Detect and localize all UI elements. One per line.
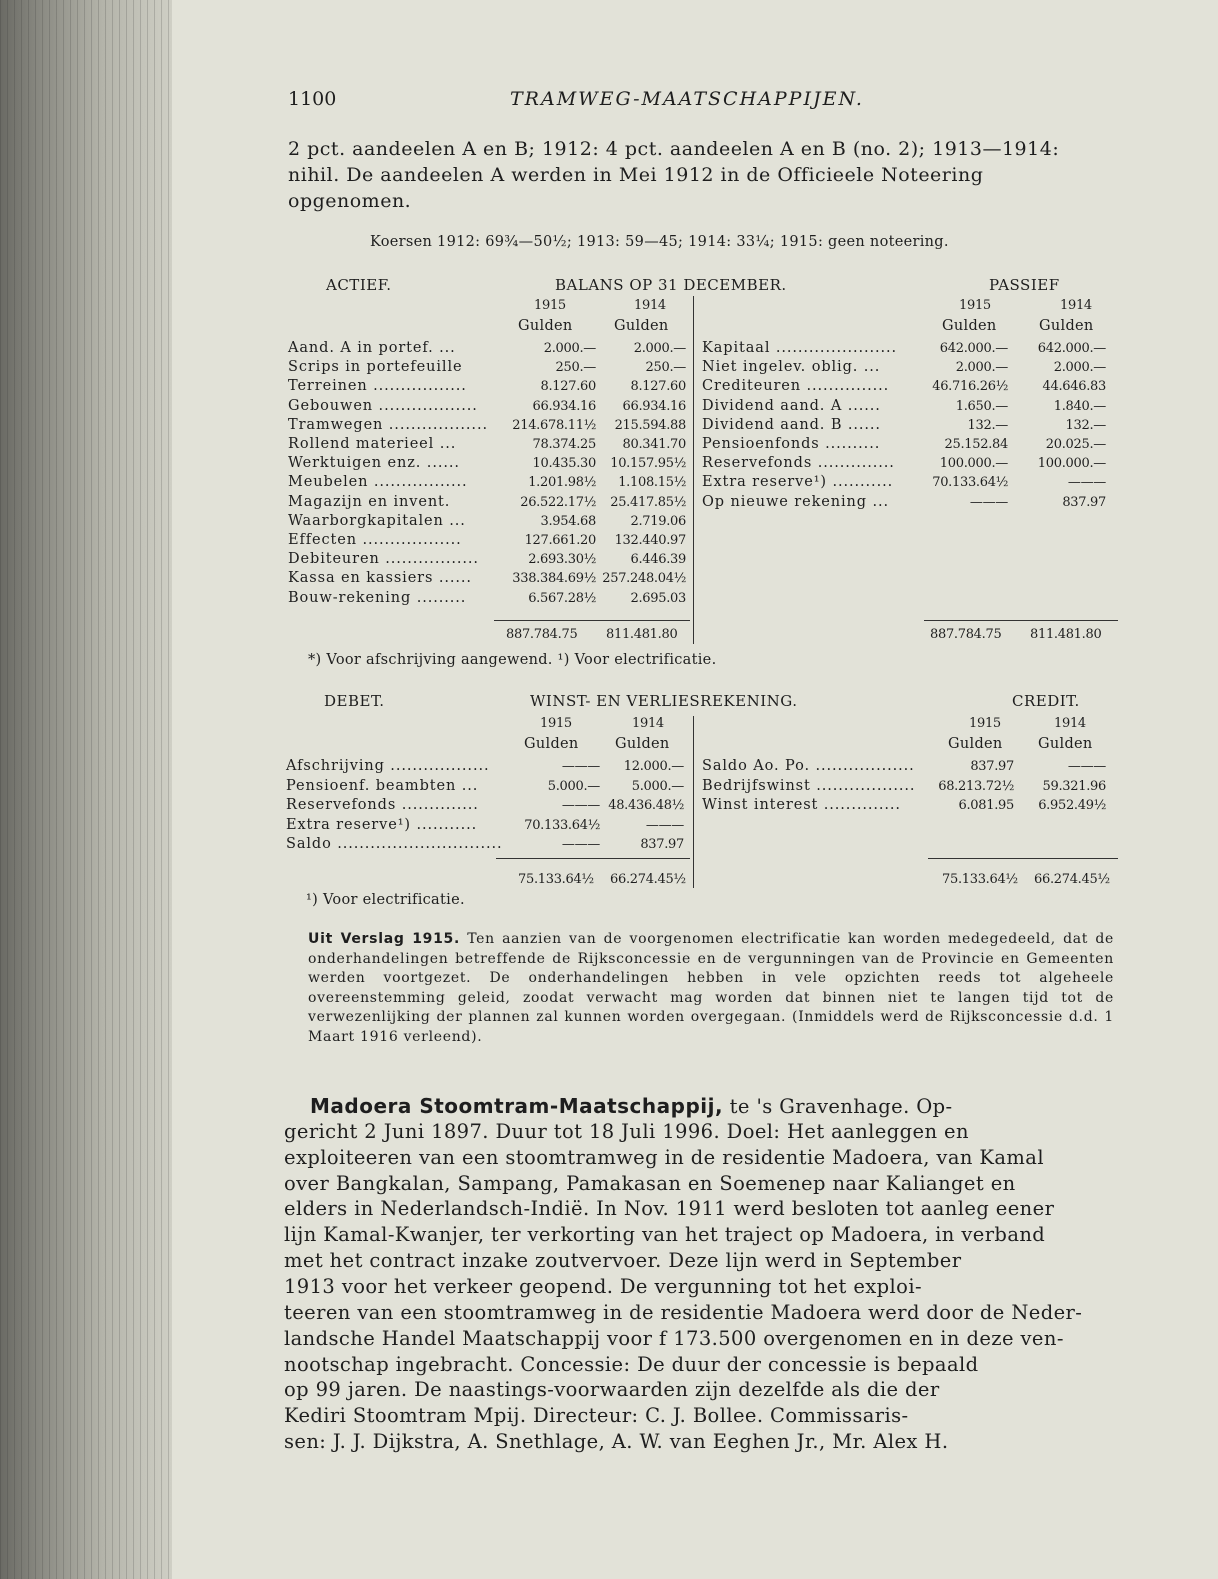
passief-row-1914: 44.646.83 [1042,379,1106,395]
debet-row-1915: ——— [561,798,600,813]
credit-heading: CREDIT. [1012,692,1080,710]
passief-heading: PASSIEF [989,276,1060,294]
intro-line: 2 pct. aandeelen A en B; 1912: 4 pct. aandeelen A en B (no. 2); 1913—1914: [288,138,1060,160]
debet-row-1915: ——— [561,837,600,852]
unit-header: Gulden [518,318,573,334]
passief-row-label: Extra reserve¹) ........... [702,474,894,491]
debet-row-label: Afschrijving .................. [286,758,490,774]
passief-row-1914: 100.000.— [1037,456,1106,472]
passief-row-label: Reservefonds .............. [702,455,895,472]
balans-heading: BALANS OP 31 DECEMBER. [555,276,787,294]
year-header: 1914 [1060,298,1092,313]
book-page [172,0,1218,1579]
actief-row-label: Bouw-rekening ......... [288,589,467,606]
company-name: Madoera Stoomtram-Maatschappij, [310,1094,724,1118]
credit-row-label: Winst interest .............. [702,797,901,813]
credit-row-1914: 59.321.96 [1042,778,1106,794]
actief-row-label: Magazijn en invent. [288,493,451,510]
actief-total-1915: 887.784.75 [506,627,578,642]
passief-row-label: Op nieuwe rekening ... [702,493,889,510]
madoera-line: sen: J. J. Dijkstra, A. Snethlage, A. W. van Eeghen Jr., Mr. Alex H. [284,1430,949,1454]
passief-row-1915: 46.716.26½ [932,379,1008,395]
actief-row-1914: 66.934.16 [622,398,686,414]
koersen-line: Koersen 1912: 69¾—50½; 1913: 59—45; 1914: 33¼; 1915: geen noteering. [370,234,949,250]
total-rule [494,620,690,621]
passief-row-label: Niet ingelev. oblig. ... [702,359,881,376]
actief-row-1914: 250.— [645,360,686,376]
credit-row-1914: ——— [1067,759,1106,774]
unit-header: Gulden [1039,318,1094,334]
actief-row-1914: 25.417.85½ [610,494,686,510]
passief-row-label: Pensioenfonds .......... [702,436,881,452]
debet-row-1914: 5.000.— [631,778,684,794]
actief-row-1915: 1.201.98½ [528,475,596,491]
winst-footnote: ¹) Voor electrificatie. [306,892,465,908]
madoera-line: teeren van een stoomtramweg in de residentie Madoera werd door de Neder- [284,1300,1083,1324]
actief-row-1914: 80.341.70 [622,437,686,452]
actief-row-1915: 66.934.16 [532,398,596,414]
actief-row-1915: 78.374.25 [532,437,596,452]
debet-row-1915: 70.133.64½ [524,817,600,833]
madoera-line: nootschap ingebracht. Concessie: De duur der concessie is bepaald [284,1352,979,1376]
actief-row-1914: 2.000.— [633,341,686,356]
actief-row-1915: 338.384.69½ [512,571,596,587]
actief-row-1914: 2.695.03 [630,590,686,606]
actief-row-1915: 214.678.11½ [512,417,596,433]
actief-row-label: Scrips in portefeuille [288,359,463,376]
debet-total-1914: 66.274.45½ [610,872,686,887]
passief-row-1915: 642.000.— [939,341,1008,356]
passief-row-label: Crediteuren ............... [702,378,890,395]
credit-total-1915: 75.133.64½ [942,872,1018,887]
credit-row-1915: 837.97 [970,759,1014,774]
credit-row-label: Bedrijfswinst .................. [702,777,916,794]
total-rule [928,858,1118,859]
actief-row-1915: 2.000.— [543,341,596,356]
passief-row-1915: 1.650.— [955,398,1008,414]
debet-row-1915: 5.000.— [547,778,600,794]
actief-row-label: Tramwegen .................. [288,416,488,433]
unit-header: Gulden [948,736,1003,752]
debet-total-1915: 75.133.64½ [518,872,594,887]
actief-row-label: Kassa en kassiers ...... [288,570,472,587]
debet-row-1914: 837.97 [640,837,684,852]
debet-row-label: Reservefonds .............. [286,797,479,813]
madoera-line: 1913 voor het verkeer geopend. De vergunning tot het exploi- [284,1274,922,1298]
passief-row-1915: 132.— [967,417,1008,433]
madoera-line: landsche Handel Maatschappij voor f 173.500 overgenomen en in deze ven- [284,1326,1064,1350]
debet-row-1914: 48.436.48½ [608,798,684,813]
credit-row-1915: 6.081.95 [958,798,1014,813]
passief-total-1914: 811.481.80 [1030,627,1102,642]
intro-line: nihil. De aandeelen A werden in Mei 1912 in de Officieele Noteering [288,164,984,186]
actief-row-label: Terreinen ................. [288,378,467,395]
verslag-heading: Uit Verslag 1915. [308,931,460,947]
actief-row-label: Effecten .................. [288,532,462,548]
total-rule [496,858,690,859]
passief-row-1914: 132.— [1065,417,1106,433]
passief-row-1915: 100.000.— [939,456,1008,472]
passief-row-1914: 1.840.— [1053,398,1106,414]
madoera-line: met het contract inzake zoutvervoer. Deze lijn werd in September [284,1249,962,1273]
passief-row-1915: 70.133.64½ [932,475,1008,491]
intro-line: opgenomen. [288,190,412,212]
year-header: 1915 [969,716,1001,731]
passief-row-1914: 20.025.— [1045,437,1106,452]
actief-row-label: Debiteuren ................. [288,551,479,568]
passief-total-1915: 887.784.75 [930,627,1002,642]
year-header: 1915 [534,298,566,313]
actief-row-label: Meubelen ................. [288,474,468,491]
actief-row-label: Rollend materieel ... [288,436,457,452]
actief-row-1915: 6.567.28½ [528,590,596,606]
madoera-line: te 's Gravenhage. Op- [723,1095,953,1118]
year-header: 1914 [634,298,666,313]
actief-row-1915: 250.— [555,360,596,376]
actief-row-label: Gebouwen .................. [288,397,478,414]
passief-row-label: Dividend aand. B ...... [702,416,881,433]
actief-row-1914: 257.248.04½ [602,571,686,587]
column-divider [693,296,694,644]
actief-row-label: Werktuigen enz. ...... [288,455,460,472]
passief-row-label: Dividend aand. A ...... [702,397,881,414]
actief-row-1915: 26.522.17½ [520,494,596,510]
actief-row-1914: 1.108.15½ [618,475,686,491]
passief-row-label: Kapitaal ...................... [702,340,898,356]
actief-row-1915: 127.661.20 [524,533,596,548]
year-header: 1915 [959,298,991,313]
debet-row-1915: ——— [561,759,600,774]
unit-header: Gulden [615,736,670,752]
debet-row-1914: 12.000.— [623,759,684,774]
passief-row-1915: 25.152.84 [944,437,1008,452]
credit-row-1914: 6.952.49½ [1038,798,1106,813]
madoera-first-line [310,1094,953,1118]
actief-row-1914: 6.446.39 [630,552,686,568]
actief-row-1914: 2.719.06 [630,513,686,529]
madoera-line: gericht 2 Juni 1897. Duur tot 18 Juli 1996. Doel: Het aanleggen en [284,1119,969,1143]
madoera-line: elders in Nederlandsch-Indië. In Nov. 1911 werd besloten tot aanleg eener [284,1197,1055,1221]
credit-row-1915: 68.213.72½ [938,778,1014,794]
actief-row-1914: 10.157.95½ [610,456,686,472]
actief-row-1915: 10.435.30 [532,456,596,472]
passief-row-1914: ——— [1067,475,1106,491]
year-header: 1914 [1054,716,1086,731]
actief-row-1914: 132.440.97 [614,533,686,548]
credit-row-label: Saldo Ao. Po. .................. [702,758,915,774]
madoera-line: exploiteeren van een stoomtramweg in de residentie Madoera, van Kamal [284,1145,1044,1169]
column-divider [693,716,694,888]
madoera-line: op 99 jaren. De naastings-voorwaarden zijn dezelfde als die der [284,1378,940,1402]
debet-row-1914: ——— [645,817,684,833]
debet-row-label: Saldo .............................. [286,836,503,852]
year-header: 1915 [540,716,572,731]
debet-row-label: Pensioenf. beambten ... [286,777,479,794]
passief-row-1914: 642.000.— [1037,341,1106,356]
actief-heading: ACTIEF. [326,276,392,294]
unit-header: Gulden [942,318,997,334]
madoera-line: Kediri Stoomtram Mpij. Directeur: C. J. Bollee. Commissaris- [284,1404,909,1428]
winst-heading: WINST- EN VERLIESREKENING. [530,692,798,710]
actief-row-1914: 215.594.88 [614,417,686,433]
passief-row-1914: 837.97 [1062,494,1106,510]
madoera-line: lijn Kamal-Kwanjer, ter verkorting van het traject op Madoera, in verband [284,1223,1046,1247]
unit-header: Gulden [1038,736,1093,752]
debet-row-label: Extra reserve¹) ........... [286,816,478,833]
actief-row-1915: 3.954.68 [540,513,596,529]
total-rule [924,620,1118,621]
credit-total-1914: 66.274.45½ [1034,872,1110,887]
running-title: TRAMWEG-MAATSCHAPPIJEN. [510,88,864,110]
unit-header: Gulden [614,318,669,334]
passief-row-1915: 2.000.— [955,360,1008,376]
unit-header: Gulden [524,736,579,752]
debet-heading: DEBET. [324,692,385,710]
verslag-paragraph [308,930,1114,1047]
book-binding [0,0,172,1579]
actief-row-label: Waarborgkapitalen ... [288,512,466,529]
passief-row-1914: 2.000.— [1053,360,1106,376]
actief-total-1914: 811.481.80 [606,627,678,642]
actief-row-1915: 8.127.60 [540,379,596,395]
passief-row-1915: ——— [969,494,1008,510]
actief-row-1914: 8.127.60 [630,379,686,395]
actief-row-1915: 2.693.30½ [528,552,596,568]
madoera-line: over Bangkalan, Sampang, Pamakasan en Soemenep naar Kalianget en [284,1171,1016,1195]
verslag-text: Ten aanzien van de voorgenomen electrificatie kan worden medegedeeld, dat de onderhandelingen betreffende de Rijksconcessie en de vergunningen van de Provincie en Gemeenten werden voortgezet. De onderhandelingen hebben in vele opzichten reeds tot algeheele overeenstemming geleid, zoodat verwacht mag worden dat binnen niet te langen tijd tot de verwezenlijking der plannen zal kunnen worden overgegaan. (Inmiddels werd de Rijksconcessie d.d. 1 Maart 1916 verleend). [308,931,1114,1045]
actief-row-label: Aand. A in portef. ... [288,340,456,356]
year-header: 1914 [632,716,664,731]
balans-footnote: *) Voor afschrijving aangewend. ¹) Voor electrificatie. [308,652,717,668]
page-number: 1100 [288,88,337,110]
